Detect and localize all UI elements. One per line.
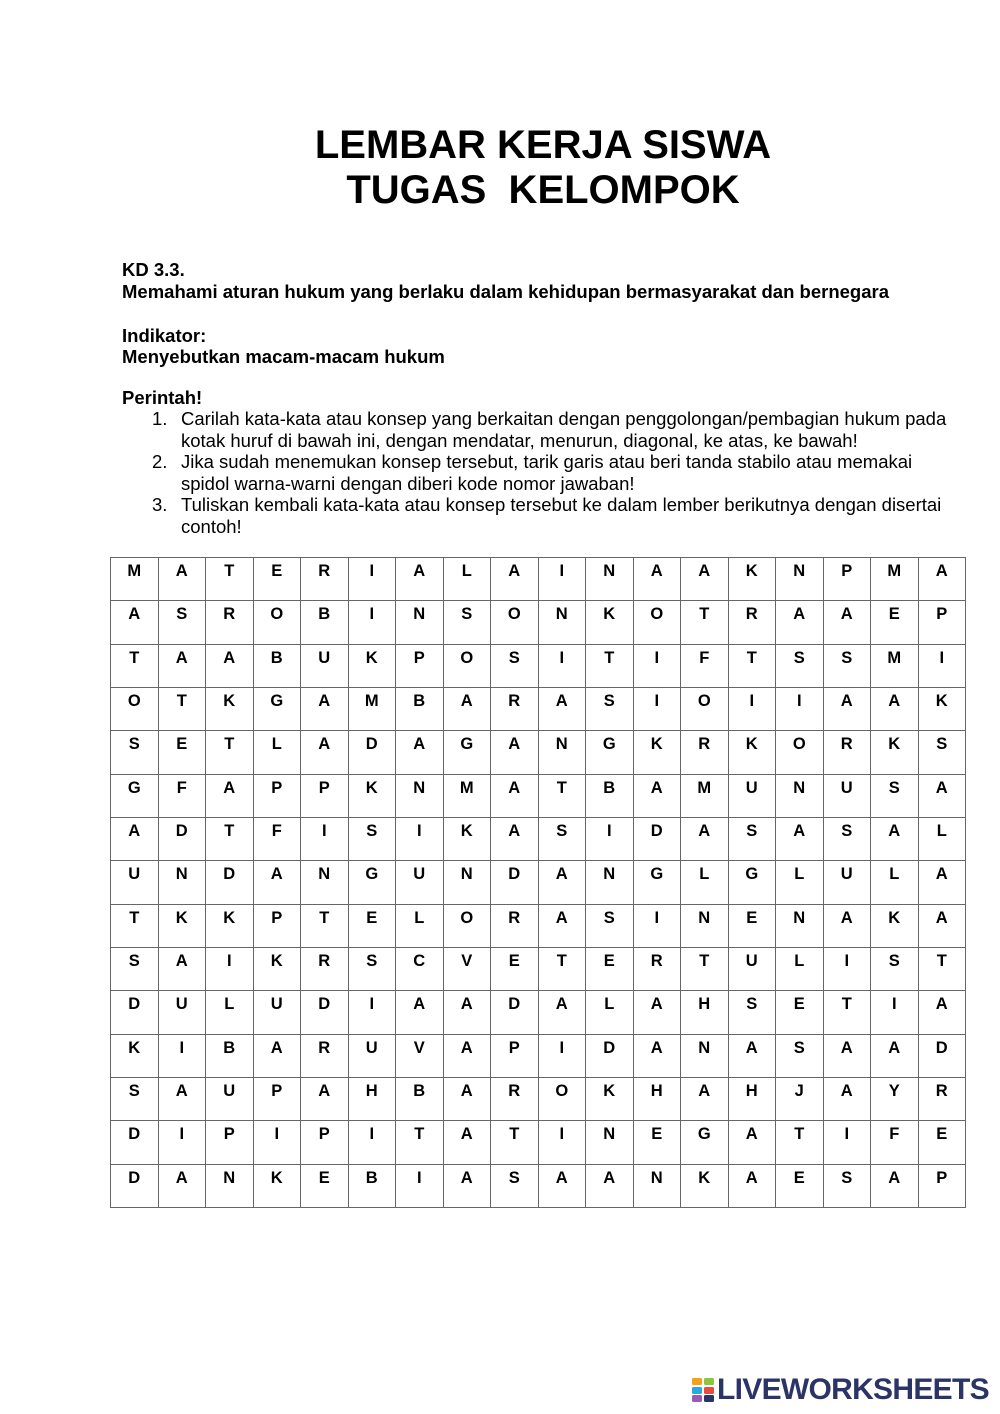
- word-search-cell: R: [491, 1078, 539, 1121]
- word-search-cell: T: [919, 948, 967, 991]
- word-search-cell: F: [681, 645, 729, 688]
- word-search-cell: R: [729, 601, 777, 644]
- word-search-cell: A: [824, 601, 872, 644]
- word-search-cell: D: [111, 1165, 159, 1208]
- word-search-grid: [110, 557, 966, 1208]
- word-search-cell: T: [111, 645, 159, 688]
- word-search-cell: B: [349, 1165, 397, 1208]
- word-search-cell: T: [301, 905, 349, 948]
- word-search-cell: A: [159, 948, 207, 991]
- word-search-cell: A: [159, 558, 207, 601]
- word-search-cell: S: [111, 1078, 159, 1121]
- word-search-cell: P: [491, 1035, 539, 1078]
- liveworksheets-logo-text: LIVEWORKSHEETS: [717, 1373, 989, 1406]
- word-search-cell: O: [444, 905, 492, 948]
- word-search-cell: S: [824, 645, 872, 688]
- word-search-cell: T: [681, 601, 729, 644]
- word-search-cell: D: [301, 991, 349, 1034]
- word-search-cell: A: [301, 731, 349, 774]
- liveworksheets-icon: [692, 1378, 714, 1402]
- word-search-cell: M: [349, 688, 397, 731]
- word-search-cell: P: [824, 558, 872, 601]
- word-search-cell: A: [729, 1121, 777, 1164]
- word-search-cell: A: [919, 861, 967, 904]
- word-search-cell: I: [586, 818, 634, 861]
- word-search-cell: B: [396, 688, 444, 731]
- word-search-cell: A: [301, 688, 349, 731]
- word-search-cell: A: [491, 558, 539, 601]
- word-search-cell: S: [729, 818, 777, 861]
- word-search-cell: I: [396, 818, 444, 861]
- word-search-cell: T: [586, 645, 634, 688]
- perintah-section: [122, 387, 982, 538]
- word-search-cell: A: [444, 688, 492, 731]
- kd-code: KD 3.3.: [122, 259, 185, 280]
- word-search-cell: R: [491, 905, 539, 948]
- word-search-cell: G: [586, 731, 634, 774]
- word-search-cell: K: [634, 731, 682, 774]
- word-search-cell: N: [776, 775, 824, 818]
- word-search-cell: E: [634, 1121, 682, 1164]
- word-search-cell: I: [919, 645, 967, 688]
- word-search-cell: E: [301, 1165, 349, 1208]
- word-search-cell: P: [254, 1078, 302, 1121]
- word-search-cell: A: [681, 818, 729, 861]
- word-search-cell: A: [634, 775, 682, 818]
- word-search-cell: B: [254, 645, 302, 688]
- word-search-cell: L: [776, 861, 824, 904]
- word-search-cell: G: [444, 731, 492, 774]
- word-search-cell: H: [634, 1078, 682, 1121]
- word-search-cell: S: [871, 948, 919, 991]
- word-search-cell: S: [349, 948, 397, 991]
- word-search-cell: H: [349, 1078, 397, 1121]
- word-search-cell: A: [634, 558, 682, 601]
- word-search-cell: R: [491, 688, 539, 731]
- word-search-cell: U: [111, 861, 159, 904]
- word-search-cell: O: [776, 731, 824, 774]
- word-search-cell: A: [444, 991, 492, 1034]
- word-search-cell: N: [159, 861, 207, 904]
- word-search-cell: U: [729, 948, 777, 991]
- word-search-cell: I: [776, 688, 824, 731]
- word-search-cell: O: [491, 601, 539, 644]
- word-search-cell: H: [681, 991, 729, 1034]
- word-search-cell: V: [396, 1035, 444, 1078]
- word-search-cell: B: [586, 775, 634, 818]
- word-search-cell: S: [586, 688, 634, 731]
- word-search-cell: A: [539, 991, 587, 1034]
- word-search-cell: K: [871, 905, 919, 948]
- word-search-cell: K: [111, 1035, 159, 1078]
- word-search-cell: K: [254, 1165, 302, 1208]
- word-search-cell: A: [824, 905, 872, 948]
- word-search-cell: O: [444, 645, 492, 688]
- word-search-cell: G: [634, 861, 682, 904]
- word-search-cell: I: [824, 1121, 872, 1164]
- word-search-cell: T: [824, 991, 872, 1034]
- instruction-number: 1.: [152, 408, 168, 429]
- word-search-cell: A: [254, 1035, 302, 1078]
- word-search-cell: A: [871, 818, 919, 861]
- word-search-cell: G: [729, 861, 777, 904]
- word-search-cell: G: [254, 688, 302, 731]
- word-search-cell: A: [111, 601, 159, 644]
- word-search-cell: S: [159, 601, 207, 644]
- word-search-cell: D: [206, 861, 254, 904]
- indikator-text: Menyebutkan macam-macam hukum: [122, 346, 445, 367]
- word-search-cell: L: [396, 905, 444, 948]
- word-search-cell: E: [919, 1121, 967, 1164]
- word-search-cell: I: [871, 991, 919, 1034]
- word-search-cell: A: [206, 775, 254, 818]
- word-search-cell: L: [206, 991, 254, 1034]
- word-search-cell: P: [301, 1121, 349, 1164]
- word-search-cell: K: [206, 905, 254, 948]
- word-search-cell: A: [491, 818, 539, 861]
- indikator-section: [122, 325, 982, 368]
- word-search-cell: K: [254, 948, 302, 991]
- word-search-cell: A: [491, 731, 539, 774]
- word-search-cell: A: [444, 1121, 492, 1164]
- word-search-cell: P: [919, 1165, 967, 1208]
- word-search-cell: S: [919, 731, 967, 774]
- word-search-cell: T: [539, 948, 587, 991]
- instruction-text: Carilah kata-kata atau konsep yang berkaitan dengan penggolongan/pembagian hukum pada kotak huruf di bawah ini, dengan mendatar, menurun, diagonal, ke atas, ke bawah!: [181, 408, 947, 451]
- word-search-cell: M: [444, 775, 492, 818]
- word-search-cell: U: [254, 991, 302, 1034]
- word-search-cell: T: [206, 731, 254, 774]
- word-search-cell: A: [871, 1165, 919, 1208]
- word-search-cell: N: [539, 731, 587, 774]
- word-search-cell: A: [729, 1035, 777, 1078]
- word-search-cell: A: [539, 1165, 587, 1208]
- word-search-cell: S: [111, 731, 159, 774]
- word-search-cell: L: [254, 731, 302, 774]
- word-search-cell: A: [539, 905, 587, 948]
- word-search-cell: A: [776, 601, 824, 644]
- word-search-cell: I: [539, 1121, 587, 1164]
- word-search-cell: A: [824, 1078, 872, 1121]
- word-search-cell: E: [729, 905, 777, 948]
- word-search-cell: A: [301, 1078, 349, 1121]
- word-search-cell: R: [301, 558, 349, 601]
- word-search-cell: A: [396, 558, 444, 601]
- word-search-cell: I: [634, 688, 682, 731]
- word-search-cell: K: [206, 688, 254, 731]
- word-search-cell: S: [491, 1165, 539, 1208]
- kd-section: [122, 259, 982, 303]
- word-search-cell: I: [301, 818, 349, 861]
- word-search-cell: A: [159, 1165, 207, 1208]
- word-search-cell: S: [586, 905, 634, 948]
- word-search-cell: S: [444, 601, 492, 644]
- word-search-cell: L: [919, 818, 967, 861]
- word-search-cell: A: [919, 905, 967, 948]
- word-search-cell: N: [586, 861, 634, 904]
- title-line-1: LEMBAR KERJA SISWA: [314, 123, 772, 167]
- word-search-cell: O: [634, 601, 682, 644]
- word-search-cell: D: [111, 991, 159, 1034]
- word-search-cell: R: [681, 731, 729, 774]
- word-search-cell: D: [491, 991, 539, 1034]
- word-search-cell: I: [349, 558, 397, 601]
- word-search-cell: P: [254, 905, 302, 948]
- word-search-cell: N: [396, 775, 444, 818]
- word-search-cell: S: [729, 991, 777, 1034]
- word-search-cell: T: [491, 1121, 539, 1164]
- word-search-cell: A: [824, 688, 872, 731]
- word-search-cell: R: [634, 948, 682, 991]
- word-search-cell: I: [539, 558, 587, 601]
- word-search-cell: U: [396, 861, 444, 904]
- word-search-cell: R: [301, 948, 349, 991]
- word-search-cell: F: [159, 775, 207, 818]
- word-search-cell: M: [871, 558, 919, 601]
- word-search-cell: A: [539, 861, 587, 904]
- word-search-cell: R: [919, 1078, 967, 1121]
- word-search-cell: S: [776, 645, 824, 688]
- word-search-cell: U: [729, 775, 777, 818]
- word-search-cell: A: [919, 991, 967, 1034]
- word-search-cell: A: [444, 1035, 492, 1078]
- word-search-cell: Y: [871, 1078, 919, 1121]
- word-search-cell: R: [824, 731, 872, 774]
- word-search-cell: E: [491, 948, 539, 991]
- word-search-cell: S: [776, 1035, 824, 1078]
- word-search-cell: P: [396, 645, 444, 688]
- word-search-cell: A: [206, 645, 254, 688]
- word-search-cell: D: [919, 1035, 967, 1078]
- word-search-cell: K: [919, 688, 967, 731]
- word-search-cell: M: [871, 645, 919, 688]
- word-search-cell: L: [444, 558, 492, 601]
- word-search-cell: I: [159, 1121, 207, 1164]
- word-search-cell: K: [681, 1165, 729, 1208]
- word-search-cell: A: [111, 818, 159, 861]
- word-search-cell: A: [586, 1165, 634, 1208]
- word-search-cell: E: [871, 601, 919, 644]
- word-search-cell: N: [539, 601, 587, 644]
- word-search-cell: E: [776, 991, 824, 1034]
- word-search-cell: A: [539, 688, 587, 731]
- word-search-cell: A: [681, 1078, 729, 1121]
- word-search-cell: P: [254, 775, 302, 818]
- word-search-cell: S: [824, 1165, 872, 1208]
- word-search-cell: I: [539, 645, 587, 688]
- word-search-cell: I: [349, 601, 397, 644]
- word-search-cell: A: [254, 861, 302, 904]
- word-search-cell: D: [111, 1121, 159, 1164]
- word-search-cell: L: [871, 861, 919, 904]
- word-search-cell: P: [206, 1121, 254, 1164]
- word-search-cell: A: [681, 558, 729, 601]
- word-search-cell: T: [206, 818, 254, 861]
- word-search-cell: U: [824, 775, 872, 818]
- word-search-cell: N: [776, 905, 824, 948]
- word-search-cell: A: [871, 1035, 919, 1078]
- word-search-cell: E: [349, 905, 397, 948]
- word-search-cell: I: [349, 991, 397, 1034]
- word-search-cell: T: [111, 905, 159, 948]
- word-search-cell: I: [206, 948, 254, 991]
- word-search-cell: T: [776, 1121, 824, 1164]
- word-search-cell: T: [681, 948, 729, 991]
- word-search-cell: O: [681, 688, 729, 731]
- word-search-cell: T: [159, 688, 207, 731]
- word-search-cell: A: [444, 1165, 492, 1208]
- word-search-cell: D: [491, 861, 539, 904]
- word-search-cell: N: [681, 905, 729, 948]
- word-search-cell: K: [586, 601, 634, 644]
- perintah-label: Perintah!: [122, 386, 203, 408]
- word-search-cell: I: [729, 688, 777, 731]
- instruction-number: 2.: [152, 451, 168, 472]
- word-search-cell: E: [159, 731, 207, 774]
- word-search-cell: L: [681, 861, 729, 904]
- word-search-cell: G: [349, 861, 397, 904]
- word-search-cell: B: [301, 601, 349, 644]
- word-search-cell: O: [254, 601, 302, 644]
- word-search-cell: P: [919, 601, 967, 644]
- word-search-cell: O: [111, 688, 159, 731]
- word-search-cell: M: [681, 775, 729, 818]
- word-search-cell: K: [729, 558, 777, 601]
- word-search-cell: N: [206, 1165, 254, 1208]
- word-search-cell: E: [776, 1165, 824, 1208]
- word-search-cell: D: [634, 818, 682, 861]
- word-search-cell: R: [206, 601, 254, 644]
- word-search-cell: A: [159, 645, 207, 688]
- word-search-cell: S: [491, 645, 539, 688]
- word-search-cell: S: [539, 818, 587, 861]
- word-search-cell: V: [444, 948, 492, 991]
- word-search-cell: A: [444, 1078, 492, 1121]
- word-search-cell: A: [634, 1035, 682, 1078]
- word-search-cell: S: [111, 948, 159, 991]
- word-search-cell: K: [349, 645, 397, 688]
- indikator-label: Indikator:: [122, 324, 207, 346]
- word-search-cell: U: [349, 1035, 397, 1078]
- word-search-cell: T: [539, 775, 587, 818]
- word-search-cell: I: [634, 645, 682, 688]
- word-search-cell: K: [586, 1078, 634, 1121]
- word-search-cell: N: [301, 861, 349, 904]
- word-search-cell: D: [349, 731, 397, 774]
- word-search-cell: B: [206, 1035, 254, 1078]
- word-search-cell: D: [159, 818, 207, 861]
- instruction-item: [152, 451, 982, 494]
- word-search-cell: F: [254, 818, 302, 861]
- title-line-2: TUGAS KELOMPOK: [346, 168, 740, 212]
- word-search-cell: T: [396, 1121, 444, 1164]
- word-search-cell: T: [729, 645, 777, 688]
- instruction-item: [152, 494, 982, 537]
- kd-description: Memahami aturan hukum yang berlaku dalam kehidupan bermasyarakat dan bernegara: [122, 281, 889, 302]
- word-search-cell: A: [919, 558, 967, 601]
- word-search-cell: N: [586, 1121, 634, 1164]
- word-search-cell: I: [396, 1165, 444, 1208]
- word-search-cell: I: [539, 1035, 587, 1078]
- word-search-cell: I: [254, 1121, 302, 1164]
- word-search-cell: A: [396, 991, 444, 1034]
- worksheet-title: [111, 123, 975, 213]
- word-search-cell: D: [586, 1035, 634, 1078]
- instruction-text: Jika sudah menemukan konsep tersebut, tarik garis atau beri tanda stabilo atau memakai spidol warna-warni dengan diberi kode nomor jawaban!: [181, 451, 913, 494]
- word-search-cell: L: [586, 991, 634, 1034]
- word-search-cell: A: [396, 731, 444, 774]
- word-search-cell: S: [871, 775, 919, 818]
- word-search-cell: I: [159, 1035, 207, 1078]
- word-search-cell: K: [729, 731, 777, 774]
- instruction-list: [152, 408, 982, 537]
- word-search-cell: R: [301, 1035, 349, 1078]
- word-search-cell: C: [396, 948, 444, 991]
- word-search-cell: B: [396, 1078, 444, 1121]
- word-search-cell: O: [539, 1078, 587, 1121]
- word-search-cell: A: [824, 1035, 872, 1078]
- word-search-cell: G: [111, 775, 159, 818]
- word-search-cell: A: [919, 775, 967, 818]
- word-search-cell: A: [729, 1165, 777, 1208]
- instruction-item: [152, 408, 982, 451]
- word-search-cell: M: [111, 558, 159, 601]
- word-search-cell: K: [349, 775, 397, 818]
- word-search-cell: K: [444, 818, 492, 861]
- word-search-cell: H: [729, 1078, 777, 1121]
- word-search-cell: A: [634, 991, 682, 1034]
- word-search-cell: I: [349, 1121, 397, 1164]
- word-search-cell: F: [871, 1121, 919, 1164]
- word-search-cell: I: [824, 948, 872, 991]
- word-search-cell: U: [824, 861, 872, 904]
- word-search-cell: N: [586, 558, 634, 601]
- word-search-cell: E: [586, 948, 634, 991]
- word-search-cell: S: [349, 818, 397, 861]
- word-search-cell: K: [871, 731, 919, 774]
- instruction-text: Tuliskan kembali kata-kata atau konsep tersebut ke dalam lember berikutnya dengan disertai contoh!: [181, 494, 942, 537]
- word-search-cell: L: [776, 948, 824, 991]
- word-search-cell: U: [159, 991, 207, 1034]
- word-search-cell: N: [681, 1035, 729, 1078]
- word-search-cell: N: [776, 558, 824, 601]
- word-search-cell: A: [871, 688, 919, 731]
- instruction-number: 3.: [152, 494, 168, 515]
- word-search-cell: U: [301, 645, 349, 688]
- word-search-cell: A: [159, 1078, 207, 1121]
- word-search-cell: I: [634, 905, 682, 948]
- word-search-cell: J: [776, 1078, 824, 1121]
- word-search-cell: A: [491, 775, 539, 818]
- word-search-cell: N: [444, 861, 492, 904]
- word-search-cell: A: [776, 818, 824, 861]
- word-search-cell: U: [206, 1078, 254, 1121]
- word-search-cell: N: [634, 1165, 682, 1208]
- word-search-cell: S: [824, 818, 872, 861]
- word-search-cell: T: [206, 558, 254, 601]
- word-search-cell: N: [396, 601, 444, 644]
- word-search-cell: P: [301, 775, 349, 818]
- word-search-cell: E: [254, 558, 302, 601]
- word-search-cell: G: [681, 1121, 729, 1164]
- word-search-cell: K: [159, 905, 207, 948]
